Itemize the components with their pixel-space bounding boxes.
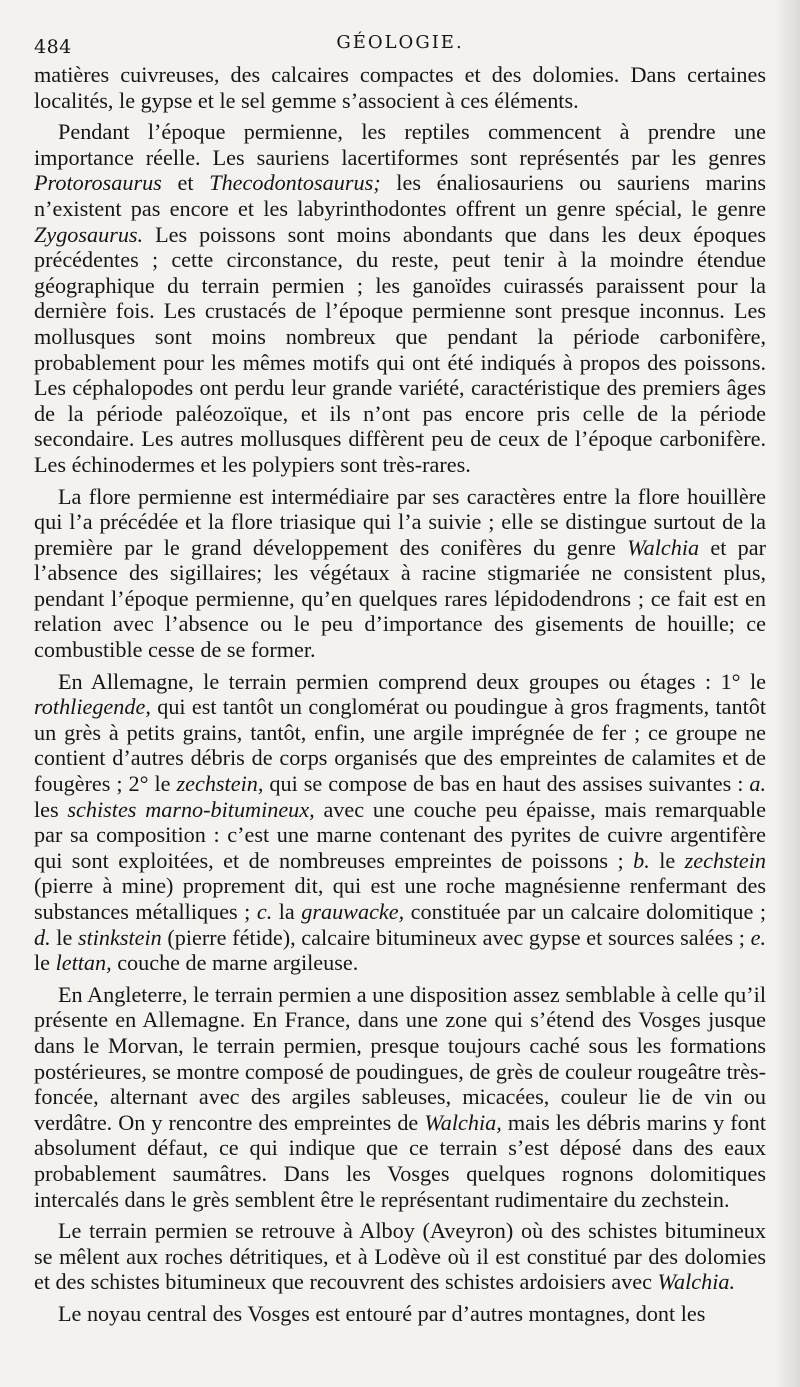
italic-term: Walchia, xyxy=(424,1109,502,1135)
italic-term: b. xyxy=(633,847,650,873)
italic-term: Zygosaurus. xyxy=(34,221,144,247)
text-run: et par l’absence des sigillaires; les végétaux à racine stigmariée ne consistent plus, pendant l’époque permienne, qu’en quelques rares lépidodendrons ; ce fait est en relation avec l’absence ou le peu d’importance des gisements de houille; ce combustible cesse de se former. xyxy=(34,534,766,663)
text-run: le xyxy=(50,924,78,950)
page-number: 484 xyxy=(34,36,72,58)
text-run: couche de marne argileuse. xyxy=(111,950,359,976)
italic-term: schistes marno-bitumineux, xyxy=(67,796,315,822)
text-run: (pierre fétide), calcaire bitumineux avec gypse et sources salées ; xyxy=(161,924,751,950)
italic-term: stinkstein xyxy=(77,924,162,950)
text-run: Le terrain permien se retrouve à Alboy (Aveyron) où des schistes bitumineux se mêlent aux roches détritiques, et à Lodève où il est constitué par des dolomies et des schistes bitumineux que recouvrent des schistes ardoisiers avec xyxy=(34,1218,766,1295)
italic-term: d. xyxy=(34,924,51,950)
text-run: Pendant l’époque permienne, les reptiles commencent à prendre une importance réelle. Les sauriens lacertiformes sont représentés par les genres xyxy=(34,119,766,170)
text-run: Les poissons sont moins abondants que dans les deux époques précédentes ; cette circonstance, du reste, peut tenir à la moindre étendue géographique du terrain permien ; les ganoïdes cuirassés paraissent pour la dernière fois. Les crustacés de l’époque permienne sont presque inconnus. Les mollusques sont moins nombreux que pendant la période carbonifère, probablement pour les mêmes motifs qui ont été indiqués à propos des poissons. Les céphalopodes ont perdu leur grande variété, caractéristique des premiers âges de la période paléozoïque, et ils n’ont pas encore pris celle de la période secondaire. Les autres mollusques diffèrent peu de ceux de l’époque carbonifère. Les échinodermes et les polypiers sont très-rares. xyxy=(34,221,766,477)
text-run: qui se compose de bas en haut des assises suivantes : xyxy=(263,771,750,797)
text-run: et xyxy=(161,170,210,196)
text-run: Le noyau central des Vosges est entouré par d’autres montagnes, dont les xyxy=(58,1300,706,1326)
text-run: matières cuivreuses, des calcaires compactes et des dolomies. Dans certaines localités, le gypse et le sel gemme s’associent à ces éléments. xyxy=(34,62,766,113)
paragraph-3 xyxy=(34,484,766,663)
text-run: la xyxy=(272,899,302,924)
text-run: les xyxy=(34,796,68,822)
italic-term: Walchia xyxy=(627,534,700,560)
text-run: constituée par un calcaire dolomitique ; xyxy=(404,899,766,924)
page-edge-shadow xyxy=(774,0,800,1387)
paragraph-1 xyxy=(34,62,766,113)
italic-term: Walchia. xyxy=(657,1269,735,1295)
paragraph-6 xyxy=(34,1218,766,1295)
italic-term: zechstein, xyxy=(176,771,264,797)
italic-term: grauwacke, xyxy=(301,899,405,924)
italic-term: e. xyxy=(750,924,766,950)
paragraph-4 xyxy=(34,669,766,976)
text-run: avec une couche peu épaisse, mais remarquable par sa composition : c’est une marne contenant des pyrites de cuivre argentifère qui sont exploitées, et de nombreuses empreintes de poissons ; xyxy=(34,796,766,873)
italic-term: c. xyxy=(256,899,273,924)
paragraph-5 xyxy=(34,982,766,1212)
page-header xyxy=(34,22,766,62)
paragraph-2 xyxy=(34,119,766,477)
text-run: le xyxy=(649,847,685,873)
text-run: le xyxy=(34,950,56,976)
body-text xyxy=(34,62,766,1327)
text-run: En Allemagne, le terrain permien comprend deux groupes ou étages : 1° le xyxy=(58,668,766,694)
text-run: qui est tantôt un conglomérat ou poudingue à gros fragments, tantôt un grès à petits grains, tantôt, enfin, une argile imprégnée de fer ; ce groupe ne contient d’autres débris de corps organisés que des empreintes de calamites et de fougères ; 2° le xyxy=(34,694,766,797)
text-run: (pierre à mine) proprement dit, qui est une roche magnésienne renfermant des substances métalliques ; xyxy=(34,873,766,924)
italic-term: rothliegende, xyxy=(34,694,151,720)
text-run: En Angleterre, le terrain permien a une disposition assez semblable à celle qu’il présente en Allemagne. En France, dans une zone qui s’étend des Vosges jusque dans le Morvan, le terrain permien, presque toujours caché sous les formations postérieures, se montre composé de poudingues, de grès de couleur rougeâtre très-foncée, alternant avec des argiles sableuses, micacées, couleur lie de vin ou verdâtre. On y rencontre des empreintes de xyxy=(34,981,766,1135)
text-run: La flore permienne est intermédiaire par ses caractères entre la flore houillère qui l’a précédée et la flore triasique qui l’a suivie ; elle se distingue surtout de la première par le grand développement des conifères du genre xyxy=(34,483,766,560)
italic-term: lettan, xyxy=(55,950,112,976)
italic-term: zechstein xyxy=(684,847,766,873)
italic-term: a. xyxy=(749,771,766,797)
text-run: les énaliosauriens ou sauriens marins n’existent pas encore et les labyrinthodontes offrent un genre spécial, le genre xyxy=(34,170,766,221)
paragraph-7 xyxy=(34,1301,766,1327)
running-head: GÉOLOGIE. xyxy=(336,32,464,53)
text-run: mais les débris marins y font absolument défaut, ce qui indique que ce terrain s’est déposé dans des eaux probablement saumâtres. Dans les Vosges quelques rognons dolomitiques intercalés dans le grès semblent être le représentant rudimentaire du zechstein. xyxy=(34,1109,767,1212)
italic-term: Protorosaurus xyxy=(34,170,162,196)
italic-term: Thecodontosaurus; xyxy=(209,170,381,196)
